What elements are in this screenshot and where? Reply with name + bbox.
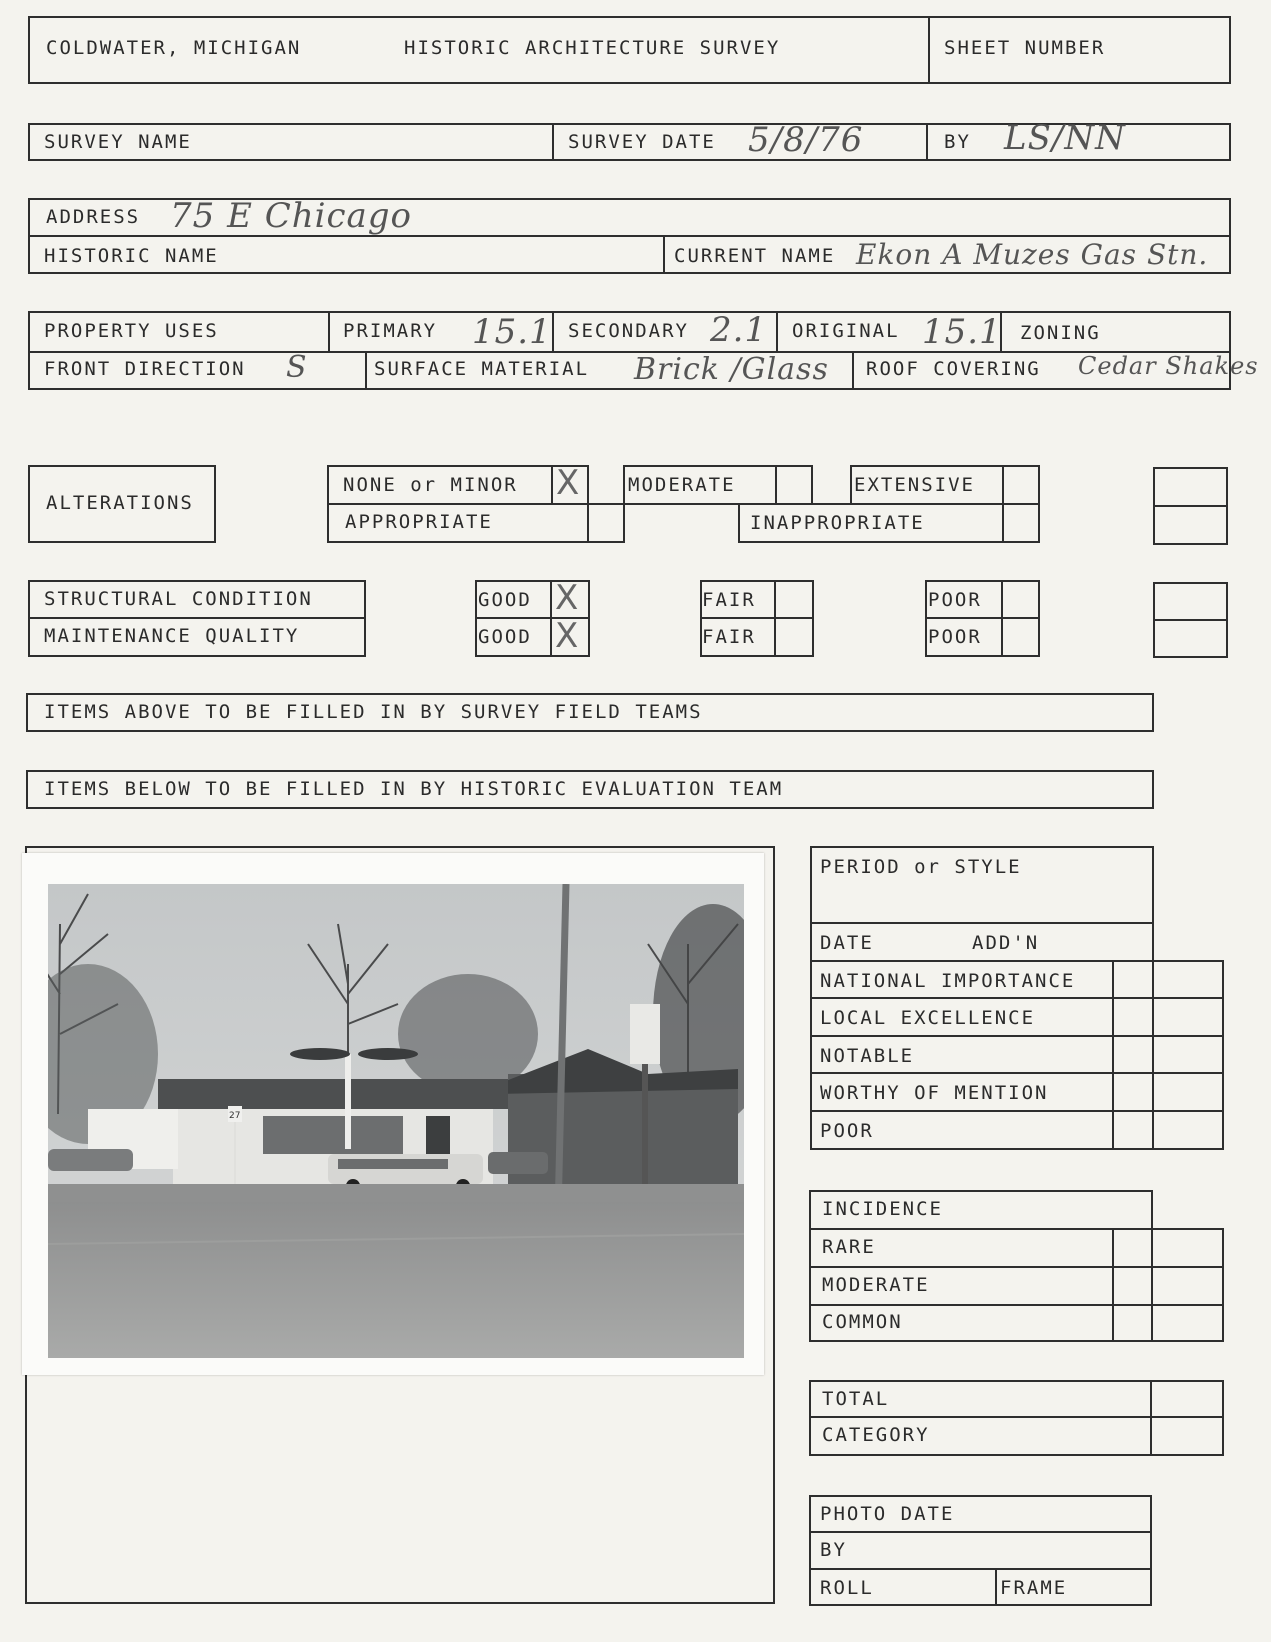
front-direction-label: FRONT DIRECTION bbox=[44, 358, 246, 380]
sheet-number-label: SHEET NUMBER bbox=[944, 37, 1106, 59]
current-name-label: CURRENT NAME bbox=[674, 245, 836, 267]
historic-name-label: HISTORIC NAME bbox=[44, 245, 219, 267]
national-importance-label: NATIONAL IMPORTANCE bbox=[820, 970, 1076, 992]
condition-score-bottom[interactable] bbox=[1153, 619, 1228, 658]
photo-by-label: BY bbox=[820, 1539, 847, 1561]
secondary-label: SECONDARY bbox=[568, 320, 689, 342]
maintenance-fair-check[interactable] bbox=[774, 617, 814, 657]
inc-line-2 bbox=[809, 1266, 1223, 1268]
eval-line-6 bbox=[810, 1110, 1224, 1112]
total-score-divider bbox=[1150, 1380, 1152, 1456]
roof-covering-label: ROOF COVERING bbox=[866, 358, 1041, 380]
secondary-value: 2.1 bbox=[710, 310, 768, 350]
photo-date-label: PHOTO DATE bbox=[820, 1503, 955, 1525]
date-label: DATE bbox=[820, 932, 874, 954]
inappropriate-label: INAPPROPRIATE bbox=[750, 512, 925, 534]
station-windows bbox=[263, 1116, 403, 1154]
inc-line-1 bbox=[809, 1228, 1223, 1230]
structural-good-x-mark: X bbox=[555, 578, 579, 618]
maintenance-poor-label: POOR bbox=[928, 626, 982, 648]
property-div-1 bbox=[328, 311, 330, 351]
eval-poor-label: POOR bbox=[820, 1120, 874, 1142]
none-minor-x-mark: X bbox=[556, 463, 580, 503]
eval-line-5 bbox=[810, 1072, 1224, 1074]
car-right bbox=[488, 1152, 548, 1174]
gas-station-photo-illustration bbox=[48, 884, 744, 1358]
survey-divider-2 bbox=[926, 123, 928, 161]
inc-score-left bbox=[1112, 1228, 1114, 1342]
rare-label: RARE bbox=[822, 1236, 876, 1258]
property-div-5 bbox=[365, 351, 367, 390]
structural-condition-label: STRUCTURAL CONDITION bbox=[44, 588, 313, 610]
front-direction-value: S bbox=[286, 350, 308, 385]
property-uses-label: PROPERTY USES bbox=[44, 320, 219, 342]
by-label: BY bbox=[944, 131, 971, 153]
maintenance-quality-label: MAINTENANCE QUALITY bbox=[44, 625, 300, 647]
canopy-light-left bbox=[290, 1048, 350, 1060]
period-style-label: PERIOD or STYLE bbox=[820, 856, 1022, 878]
eval-line-2 bbox=[810, 960, 1224, 962]
form-title: HISTORIC ARCHITECTURE SURVEY bbox=[404, 37, 781, 59]
eval-line-1 bbox=[810, 922, 1154, 924]
inappropriate-check[interactable] bbox=[1002, 503, 1040, 543]
maintenance-good-label: GOOD bbox=[478, 626, 532, 648]
notable-label: NOTABLE bbox=[820, 1045, 915, 1067]
canopy-light-right bbox=[358, 1048, 418, 1060]
total-label: TOTAL bbox=[822, 1388, 890, 1410]
condition-score-top[interactable] bbox=[1153, 582, 1228, 621]
original-value: 15.1 bbox=[922, 312, 1002, 352]
maintenance-fair-label: FAIR bbox=[702, 626, 756, 648]
current-name-divider bbox=[663, 235, 665, 274]
eval-score-right bbox=[1222, 960, 1224, 1150]
alterations-label: ALTERATIONS bbox=[46, 492, 194, 514]
alterations-score-bottom[interactable] bbox=[1153, 505, 1228, 545]
property-div-3 bbox=[776, 311, 778, 351]
maintenance-good-x-mark: X bbox=[555, 616, 579, 656]
survey-divider-1 bbox=[552, 123, 554, 161]
address-label: ADDRESS bbox=[46, 206, 141, 228]
eval-line-3 bbox=[810, 997, 1224, 999]
address-value: 75 E Chicago bbox=[170, 196, 413, 236]
survey-date-value: 5/8/76 bbox=[748, 120, 864, 160]
structural-fair-check[interactable] bbox=[774, 580, 814, 619]
structural-poor-label: POOR bbox=[928, 589, 982, 611]
survey-name-label: SURVEY NAME bbox=[44, 131, 192, 153]
roll-frame-divider bbox=[995, 1568, 997, 1606]
total-divider bbox=[809, 1416, 1224, 1418]
structural-good-label: GOOD bbox=[478, 589, 532, 611]
property-div-6 bbox=[852, 351, 854, 390]
incidence-label: INCIDENCE bbox=[822, 1198, 943, 1220]
appropriate-label: APPROPRIATE bbox=[345, 511, 493, 533]
alterations-score-top[interactable] bbox=[1153, 467, 1228, 507]
property-divider bbox=[28, 351, 1231, 353]
common-label: COMMON bbox=[822, 1311, 903, 1333]
eval-score-left bbox=[1112, 960, 1114, 1150]
inc-line-4 bbox=[809, 1340, 1223, 1342]
structural-fair-label: FAIR bbox=[702, 589, 756, 611]
original-label: ORIGINAL bbox=[792, 320, 900, 342]
route-sign-text: 27 bbox=[229, 1111, 241, 1121]
incidence-moderate-label: MODERATE bbox=[822, 1274, 930, 1296]
primary-value: 15.1 bbox=[472, 312, 552, 352]
structural-poor-check[interactable] bbox=[1001, 580, 1040, 619]
note-below-text: ITEMS BELOW TO BE FILLED IN BY HISTORIC EVALUATION TEAM bbox=[44, 778, 784, 800]
none-minor-label: NONE or MINOR bbox=[343, 474, 518, 496]
roll-label: ROLL bbox=[820, 1577, 874, 1599]
street bbox=[48, 1202, 744, 1358]
roof-covering-value: Cedar Shakes bbox=[1078, 352, 1259, 380]
condition-label-divider bbox=[28, 617, 366, 619]
photo-info-line-2 bbox=[809, 1568, 1152, 1570]
local-excellence-label: LOCAL EXCELLENCE bbox=[820, 1007, 1036, 1029]
inc-line-3 bbox=[809, 1304, 1223, 1306]
zoning-label: ZONING bbox=[1020, 322, 1101, 344]
photo-info-line-1 bbox=[809, 1531, 1152, 1533]
current-name-value: Ekon A Muzes Gas Stn. bbox=[856, 238, 1209, 271]
category-label: CATEGORY bbox=[822, 1424, 930, 1446]
surface-material-label: SURFACE MATERIAL bbox=[374, 358, 590, 380]
appropriate-check[interactable] bbox=[587, 503, 625, 543]
extensive-label: EXTENSIVE bbox=[854, 474, 975, 496]
header-divider bbox=[928, 16, 930, 84]
building-photo bbox=[48, 884, 744, 1358]
car-left bbox=[48, 1149, 133, 1171]
station-roof bbox=[158, 1079, 508, 1109]
maintenance-poor-check[interactable] bbox=[1001, 617, 1040, 657]
survey-date-label: SURVEY DATE bbox=[568, 131, 716, 153]
moderate-label: MODERATE bbox=[628, 474, 736, 496]
eval-line-4 bbox=[810, 1035, 1224, 1037]
pole-sign bbox=[630, 1004, 660, 1064]
moderate-check[interactable] bbox=[775, 465, 813, 505]
surface-material-value: Brick /Glass bbox=[634, 352, 829, 387]
worthy-of-mention-label: WORTHY OF MENTION bbox=[820, 1082, 1049, 1104]
primary-label: PRIMARY bbox=[343, 320, 438, 342]
note-above-text: ITEMS ABOVE TO BE FILLED IN BY SURVEY FIELD TEAMS bbox=[44, 701, 703, 723]
property-div-2 bbox=[552, 311, 554, 351]
station-wagon-panel bbox=[338, 1159, 448, 1169]
city-label: COLDWATER, MICHIGAN bbox=[46, 37, 302, 59]
inc-score-right bbox=[1222, 1228, 1224, 1342]
by-value: LS/NN bbox=[1004, 118, 1126, 158]
extensive-check[interactable] bbox=[1002, 465, 1040, 505]
addn-label: ADD'N bbox=[972, 932, 1040, 954]
frame-label: FRAME bbox=[1000, 1577, 1068, 1599]
eval-line-7 bbox=[810, 1148, 1224, 1150]
